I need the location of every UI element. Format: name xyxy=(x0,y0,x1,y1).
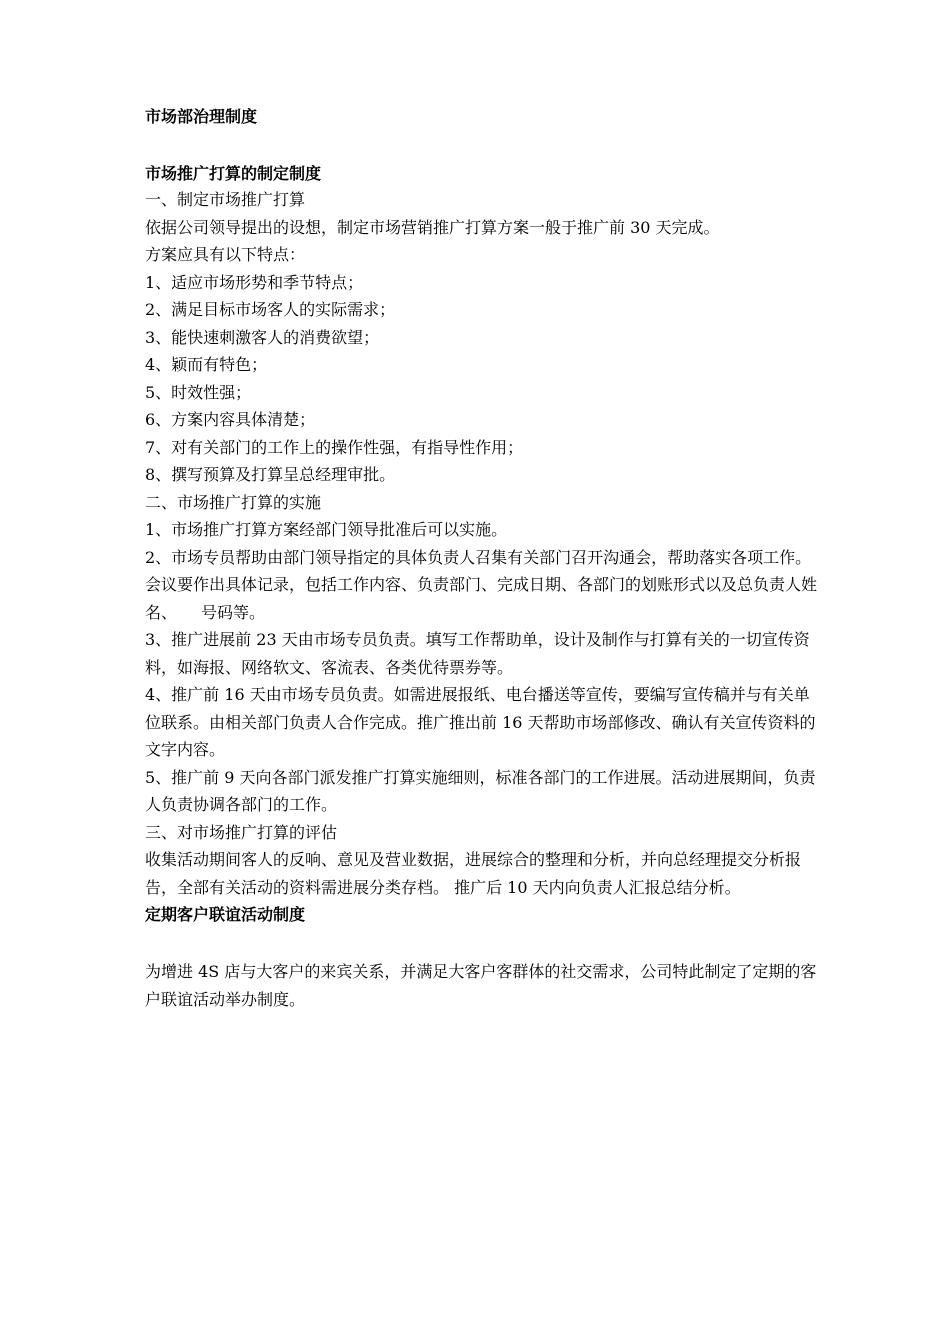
subheading: 二、市场推广打算的实施 xyxy=(145,492,322,512)
paragraph: 方案应具有以下特点： xyxy=(145,245,306,264)
list-item: 3、能快速刺激客人的消费欲望； xyxy=(145,327,380,347)
list-item: 2、满足目标市场客人的实际需求； xyxy=(145,300,396,319)
list-item: 3、推广进展前 23 天由市场专员负责。填写工作帮助单，设计及制作与打算有关的一切宣传资料，如海报、网络软文、客流表、各类优待票券等。 xyxy=(145,630,810,677)
section-heading-promotion-plan: 市场推广打算的制定制度 xyxy=(145,164,322,183)
subheading: 三、对市场推广打算的评估 xyxy=(145,822,338,842)
list-item: 1、市场推广打算方案经部门领导批准后可以实施。 xyxy=(145,520,508,539)
paragraph: 依据公司领导提出的设想，制定市场营销推广打算方案一般于推广前 30 天完成。 xyxy=(145,217,720,237)
paragraph: 收集活动期间客人的反响、意见及营业数据，进展综合的整理和分析，并向总经理提交分析报告，全部有关活动的资料需进展分类存档。 推广后 10 天内向负责人汇报总结分析。 xyxy=(145,850,802,897)
list-item: 5、推广前 9 天向各部门派发推广打算实施细则，标准各部门的工作进展。活动进展期间，负责人负责协调各部门的工作。 xyxy=(145,767,816,814)
paragraph: 为增进 4S 店与大客户的来宾关系，并满足大客户客群体的社交需求，公司特此制定了定期的客户联谊活动举办制度。 xyxy=(145,962,817,1009)
list-item: 1、适应市场形势和季节特点； xyxy=(145,272,364,292)
list-item: 2、市场专员帮助由部门领导指定的具体负责人召集有关部门召开沟通会，帮助落实各项工作。会议要作出具体记录，包括工作内容、负责部门、完成日期、各部门的划账形式以及总负责人姓名、 号码等。 xyxy=(145,547,818,622)
document-title: 市场部治理制度 xyxy=(145,107,258,126)
list-item: 8、撰写预算及打算呈总经理审批。 xyxy=(145,465,396,484)
paragraph: 一、制定市场推广打算 xyxy=(145,190,306,209)
list-item: 6、方案内容具体清楚； xyxy=(145,410,316,429)
list-item: 7、对有关部门的工作上的操作性强，有指导性作用； xyxy=(145,437,524,457)
list-item: 4、颖而有特色； xyxy=(145,355,268,374)
list-item: 4、推广前 16 天由市场专员负责。如需进展报纸、电台播送等宣传，要编写宣传稿并与有关单位联系。由相关部门负责人合作完成。推广推出前 16 天帮助市场部修改、确认有关宣传资料的文字内容。 xyxy=(145,685,816,759)
list-item: 5、时效性强； xyxy=(145,382,252,402)
document-page xyxy=(145,105,817,1013)
section-heading-customer-events: 定期客户联谊活动制度 xyxy=(145,905,306,924)
